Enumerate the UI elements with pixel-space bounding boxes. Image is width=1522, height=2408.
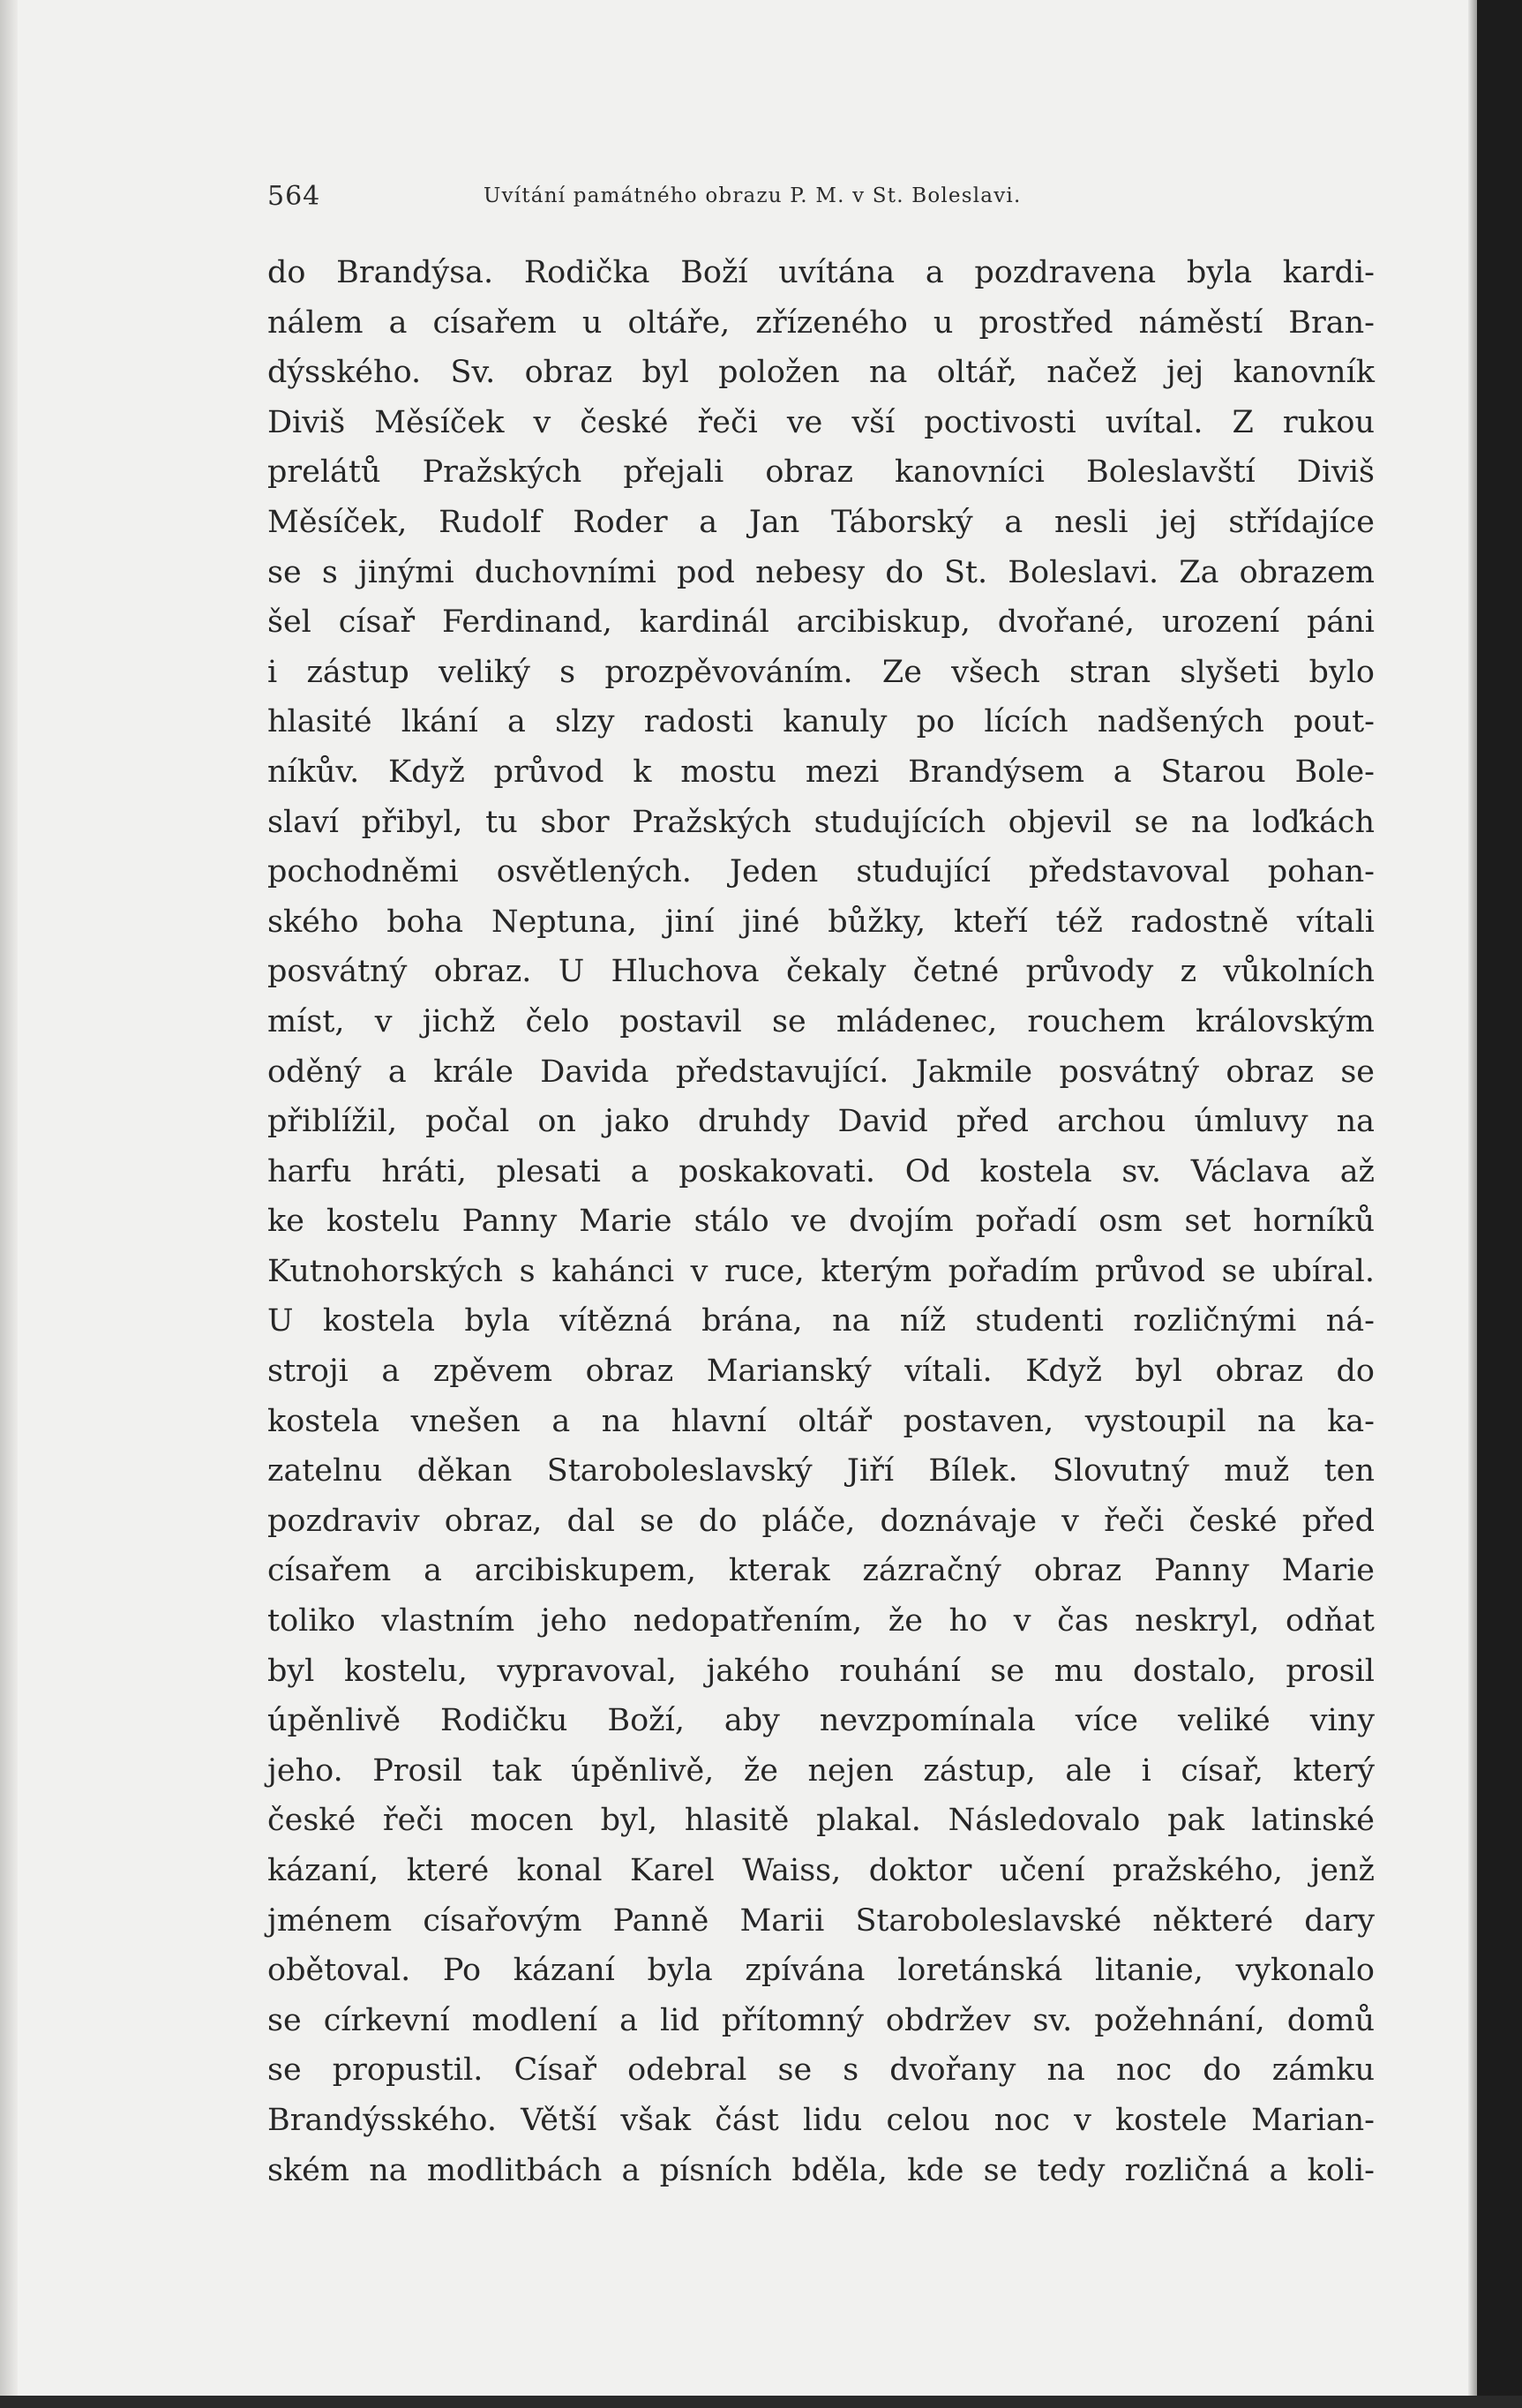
- text-line: nálem a císařem u oltáře, zřízeného u prostřed náměstí Bran-: [267, 304, 1375, 341]
- text-line: oděný a krále Davida představující. Jakmile posvátný obraz se: [267, 1054, 1375, 1090]
- text-line: prelátů Pražských přejali obraz kanovníci Boleslavští Diviš: [267, 454, 1375, 491]
- text-line: Měsíček, Rudolf Roder a Jan Táborský a nesli jej střídajíce: [267, 504, 1375, 540]
- text-line: U kostela byla vítězná brána, na níž studenti rozličnými ná-: [267, 1303, 1375, 1339]
- text-line: ke kostelu Panny Marie stálo ve dvojím pořadí osm set horníků: [267, 1204, 1375, 1240]
- text-line: šel císař Ferdinand, kardinál arcibiskup, dvořané, urození páni: [267, 604, 1375, 641]
- scan-border-right: [1477, 0, 1522, 2408]
- text-line: císařem a arcibiskupem, kterak zázračný obraz Panny Marie: [267, 1553, 1375, 1589]
- text-line: se propustil. Císař odebral se s dvořany na noc do zámku: [267, 2052, 1375, 2089]
- text-line: se církevní modlení a lid přítomný obdržev sv. požehnání, domů: [267, 2002, 1375, 2038]
- text-line: české řeči mocen byl, hlasitě plakal. Následovalo pak latinské: [267, 1803, 1375, 1839]
- running-title: Uvítání památného obrazu P. M. v St. Boleslavi.: [484, 184, 1022, 207]
- binding-shadow: [1468, 0, 1477, 2408]
- text-line: hlasité lkání a slzy radosti kanuly po lících nadšených pout-: [267, 704, 1375, 740]
- text-line: i zástup veliký s prozpěvováním. Ze všech stran slyšeti bylo: [267, 654, 1375, 690]
- scan-border-bottom: [0, 2396, 1522, 2408]
- left-page-shadow: [0, 0, 18, 2408]
- page-header: [267, 181, 1220, 216]
- text-line: Kutnohorských s kahánci v ruce, kterým pořadím průvod se ubíral.: [267, 1253, 1375, 1289]
- text-line: níkův. Když průvod k mostu mezi Brandýsem a Starou Bole-: [267, 754, 1375, 790]
- text-line: ského boha Neptuna, jiní jiné bůžky, kteří též radostně vítali: [267, 904, 1375, 940]
- text-line: dýsského. Sv. obraz byl položen na oltář, načež jej kanovník: [267, 355, 1375, 391]
- text-line: přiblížil, počal on jako druhdy David před archou úmluvy na: [267, 1104, 1375, 1140]
- text-line: Brandýsského. Větší však část lidu celou noc v kostele Marian-: [267, 2102, 1375, 2138]
- text-line: posvátný obraz. U Hluchova čekaly četné průvody z vůkolních: [267, 954, 1375, 990]
- text-line: byl kostelu, vypravoval, jakého rouhání se mu dostalo, prosil: [267, 1653, 1375, 1689]
- text-line: jménem císařovým Panně Marii Staroboleslavské některé dary: [267, 1902, 1375, 1939]
- text-line: slaví přibyl, tu sbor Pražských studujících objevil se na loďkách: [267, 804, 1375, 840]
- text-line: kostela vnešen a na hlavní oltář postaven, vystoupil na ka-: [267, 1403, 1375, 1439]
- text-line: stroji a zpěvem obraz Marianský vítali. Když byl obraz do: [267, 1354, 1375, 1390]
- text-line: ském na modlitbách a písních bděla, kde se tedy rozličná a koli-: [267, 2152, 1375, 2188]
- text-line: Diviš Měsíček v české řeči ve vší poctivosti uvítal. Z rukou: [267, 404, 1375, 440]
- text-line: kázaní, které konal Karel Waiss, doktor učení pražského, jenž: [267, 1853, 1375, 1888]
- text-line: do Brandýsa. Rodička Boží uvítána a pozdravena byla kardi-: [267, 255, 1375, 290]
- text-line: toliko vlastním jeho nedopatřením, že ho v čas neskryl, odňat: [267, 1603, 1375, 1639]
- text-line: pozdraviv obraz, dal se do pláče, doznávaje v řeči české před: [267, 1503, 1375, 1539]
- text-line: míst, v jichž čelo postavil se mládenec, rouchem královským: [267, 1003, 1375, 1039]
- text-line: úpěnlivě Rodičku Boží, aby nevzpomínala více veliké viny: [267, 1703, 1375, 1739]
- text-line: se s jinými duchovními pod nebesy do St. Boleslavi. Za obrazem: [267, 554, 1375, 590]
- text-line: harfu hráti, plesati a poskakovati. Od kostela sv. Václava až: [267, 1153, 1375, 1189]
- text-line: zatelnu děkan Staroboleslavský Jiří Bílek. Slovutný muž ten: [267, 1453, 1375, 1489]
- text-line: pochodněmi osvětlených. Jeden studující představoval pohan-: [267, 854, 1375, 890]
- page-number: 564: [267, 181, 321, 212]
- text-line: jeho. Prosil tak úpěnlivě, že nejen zástup, ale i císař, který: [267, 1752, 1375, 1789]
- text-line: obětoval. Po kázaní byla zpívána loretánská litanie, vykonalo: [267, 1953, 1375, 1989]
- body-text: [267, 248, 1375, 2195]
